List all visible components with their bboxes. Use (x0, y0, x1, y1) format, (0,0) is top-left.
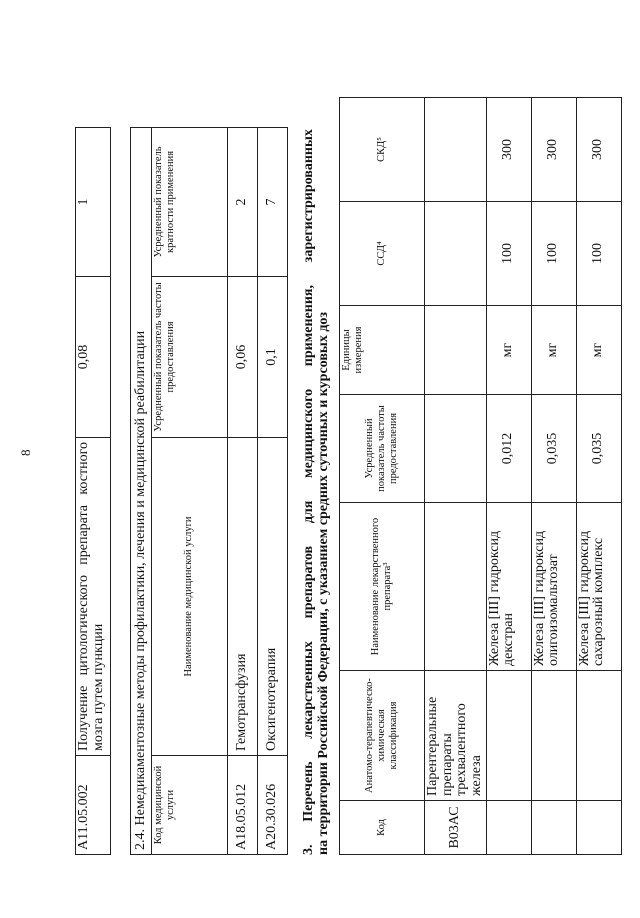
header-unit: Единицы измерения (340, 306, 425, 395)
drug-name: Железа [III] гидроксид декстран (486, 503, 531, 671)
header-code: Код медицинской услуги (152, 756, 228, 855)
header-drug-name: Наименование лекарственного препарата³ (340, 503, 425, 671)
table-row (228, 127, 258, 854)
header-frequency: Усредненный показатель частоты предоставления (340, 395, 425, 503)
sdd-value: 100 (576, 202, 621, 306)
header-skd: СКД⁵ (340, 98, 425, 202)
frequency-value: 0,035 (531, 395, 576, 503)
header-sdd: ССД⁴ (340, 202, 425, 306)
header-atc: Анатомо-терапевтическо-химическая классификация (340, 671, 425, 801)
heading-word: применения, (301, 285, 316, 367)
header-multiplicity: Усредненный показатель кратности применения (152, 127, 228, 276)
service-name: Гемотрансфузия (228, 438, 258, 756)
heading-word: для (301, 500, 316, 524)
service-code: А11.05.002 (76, 756, 111, 855)
multiplicity-value: 2 (228, 127, 258, 276)
frequency-value: 0,06 (228, 277, 258, 438)
service-name: Оксигенотерапия (258, 438, 288, 756)
table-row (425, 98, 487, 855)
unit-value: мг (531, 306, 576, 395)
frequency-value: 0,035 (576, 395, 621, 503)
table-row (486, 98, 531, 855)
drug-name: Железа [III] гидроксид сахарозный комплекс (576, 503, 621, 671)
header-code: Код (340, 801, 425, 855)
atc-group: Парентеральные препараты трехвалентного железа (425, 671, 487, 801)
table-row (131, 127, 152, 854)
table-drugs (339, 97, 622, 855)
service-code: А18.05.012 (228, 756, 258, 855)
table-row (76, 128, 111, 855)
page-number: 8 (18, 449, 33, 456)
skd-value: 300 (531, 98, 576, 202)
table-service-continued (75, 127, 111, 855)
heading-line-2: на территории Российской Федерации, с указанием средних суточных и курсовых доз (315, 311, 331, 855)
unit-value: мг (576, 306, 621, 395)
table-row (258, 127, 288, 854)
heading-word: медицинского (301, 388, 316, 478)
heading-word: Перечень (301, 761, 316, 822)
frequency-value: 0,08 (76, 277, 111, 438)
frequency-value: 0,012 (486, 395, 531, 503)
heading-word: лекарственных (301, 641, 316, 739)
table-non-drug-methods (130, 127, 288, 855)
section-3-heading (302, 129, 331, 855)
service-code: А20.30.026 (258, 756, 288, 855)
heading-word: 3. (301, 844, 316, 855)
skd-value: 300 (576, 98, 621, 202)
table-header-row (340, 98, 425, 855)
table-row (531, 98, 576, 855)
multiplicity-value: 1 (76, 128, 111, 277)
table-header-row (152, 127, 228, 854)
skd-value: 300 (486, 98, 531, 202)
service-name: Получение цитологического препарата костного мозга путем пункции (76, 438, 111, 756)
sdd-value: 100 (486, 202, 531, 306)
unit-value: мг (486, 306, 531, 395)
atc-code: В03АС (425, 801, 487, 855)
multiplicity-value: 7 (258, 127, 288, 276)
table-row (576, 98, 621, 855)
section-title: 2.4. Немедикаментозные методы профилактики, лечения и медицинской реабилитации (131, 127, 152, 854)
header-frequency: Усредненный показатель частоты предоставления (152, 277, 228, 438)
drug-name: Железа [III] гидроксид олигоизомальтозат (531, 503, 576, 671)
heading-word: зарегистрированных (301, 129, 316, 263)
frequency-value: 0,1 (258, 277, 288, 438)
heading-word: препаратов (301, 545, 316, 619)
header-name: Наименование медицинской услуги (152, 438, 228, 756)
sdd-value: 100 (531, 202, 576, 306)
